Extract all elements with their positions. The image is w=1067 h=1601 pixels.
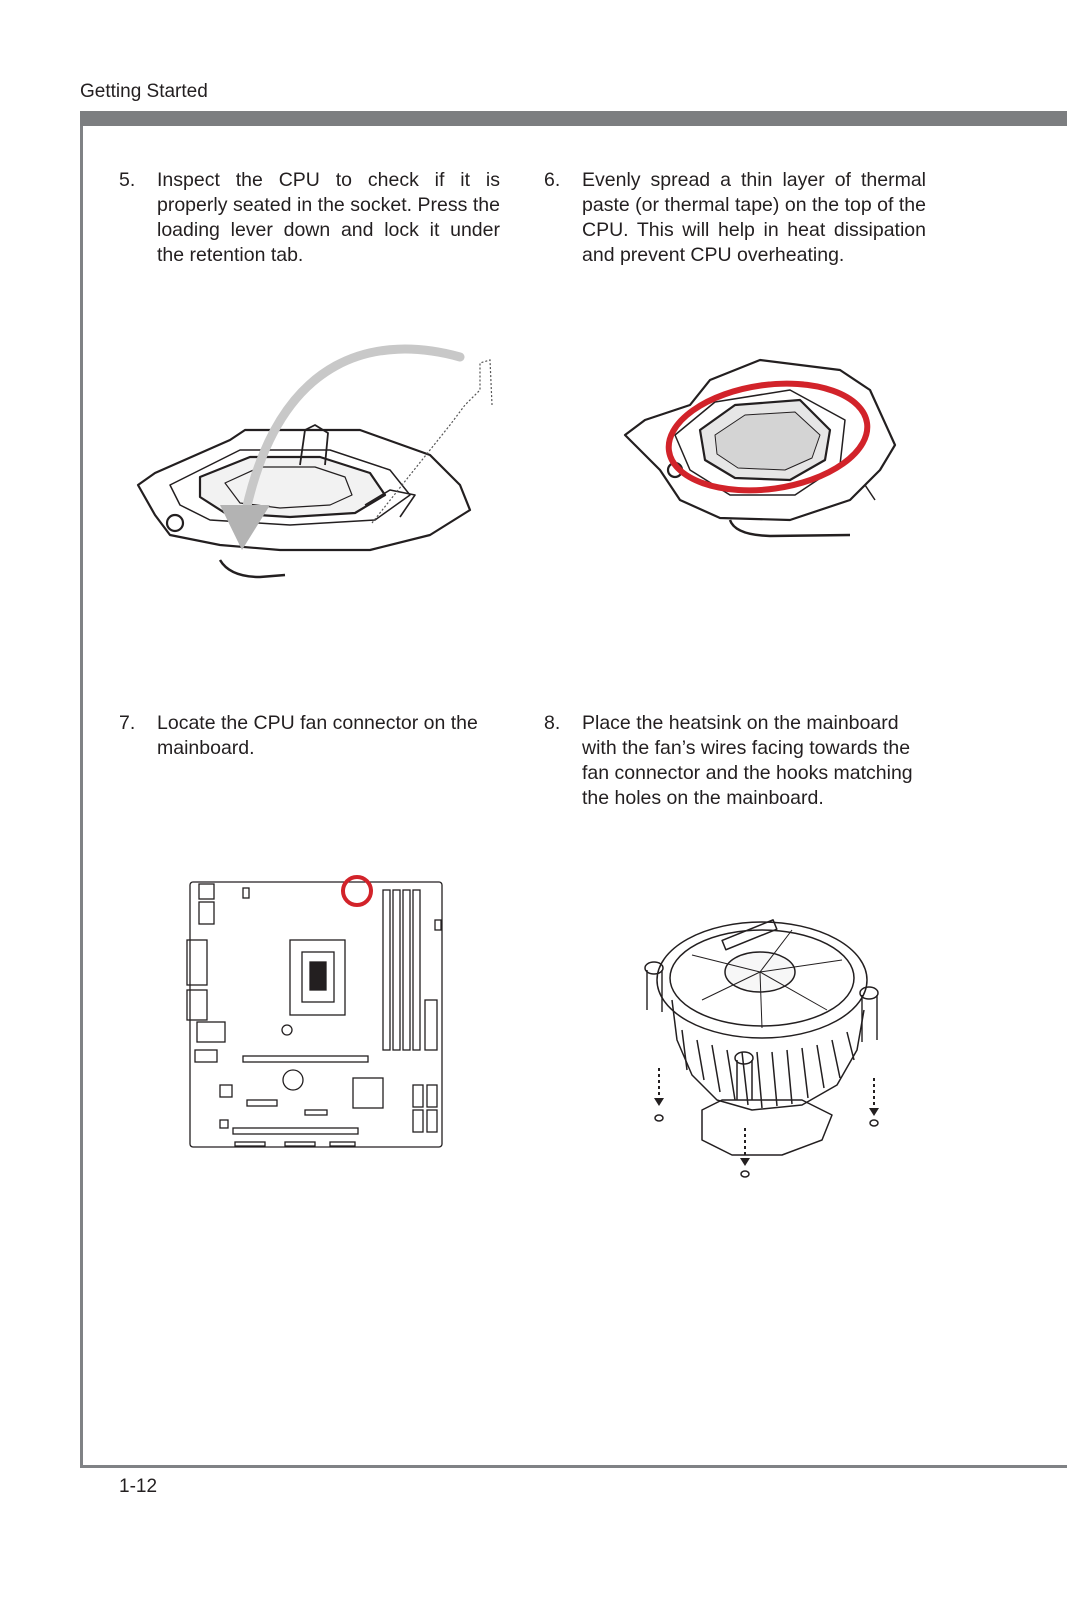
step-number: 8.: [544, 712, 561, 734]
mainboard-layout-illustration: [185, 870, 447, 1155]
heatsink-placement-illustration: [632, 900, 892, 1190]
cpu-thermal-paste-illustration: [620, 350, 920, 550]
step-number: 5.: [119, 169, 136, 191]
step-text: Locate the CPU fan connector on the mainboard.: [157, 712, 478, 759]
header-bar: [80, 111, 1067, 126]
step-number: 6.: [544, 169, 561, 191]
section-title: Getting Started: [80, 81, 208, 102]
step-text: Place the heatsink on the mainboard with the fan’s wires facing towards the fan connector and the hooks matching the holes on the mainboard.: [582, 712, 913, 809]
step-number: 7.: [119, 712, 136, 734]
left-margin-rule: [80, 126, 83, 1468]
socket-lever-illustration: [130, 345, 510, 585]
step-text: Inspect the CPU to check if it is properly seated in the socket. Press the loading lever down and lock it under the retention tab.: [157, 169, 500, 266]
footer-rule: [80, 1465, 1067, 1468]
page-number: 1-12: [119, 1476, 158, 1497]
step-text: Evenly spread a thin layer of thermal paste (or thermal tape) on the top of the CPU. This will help in heat dissipation and prevent CPU overheating.: [582, 169, 926, 266]
